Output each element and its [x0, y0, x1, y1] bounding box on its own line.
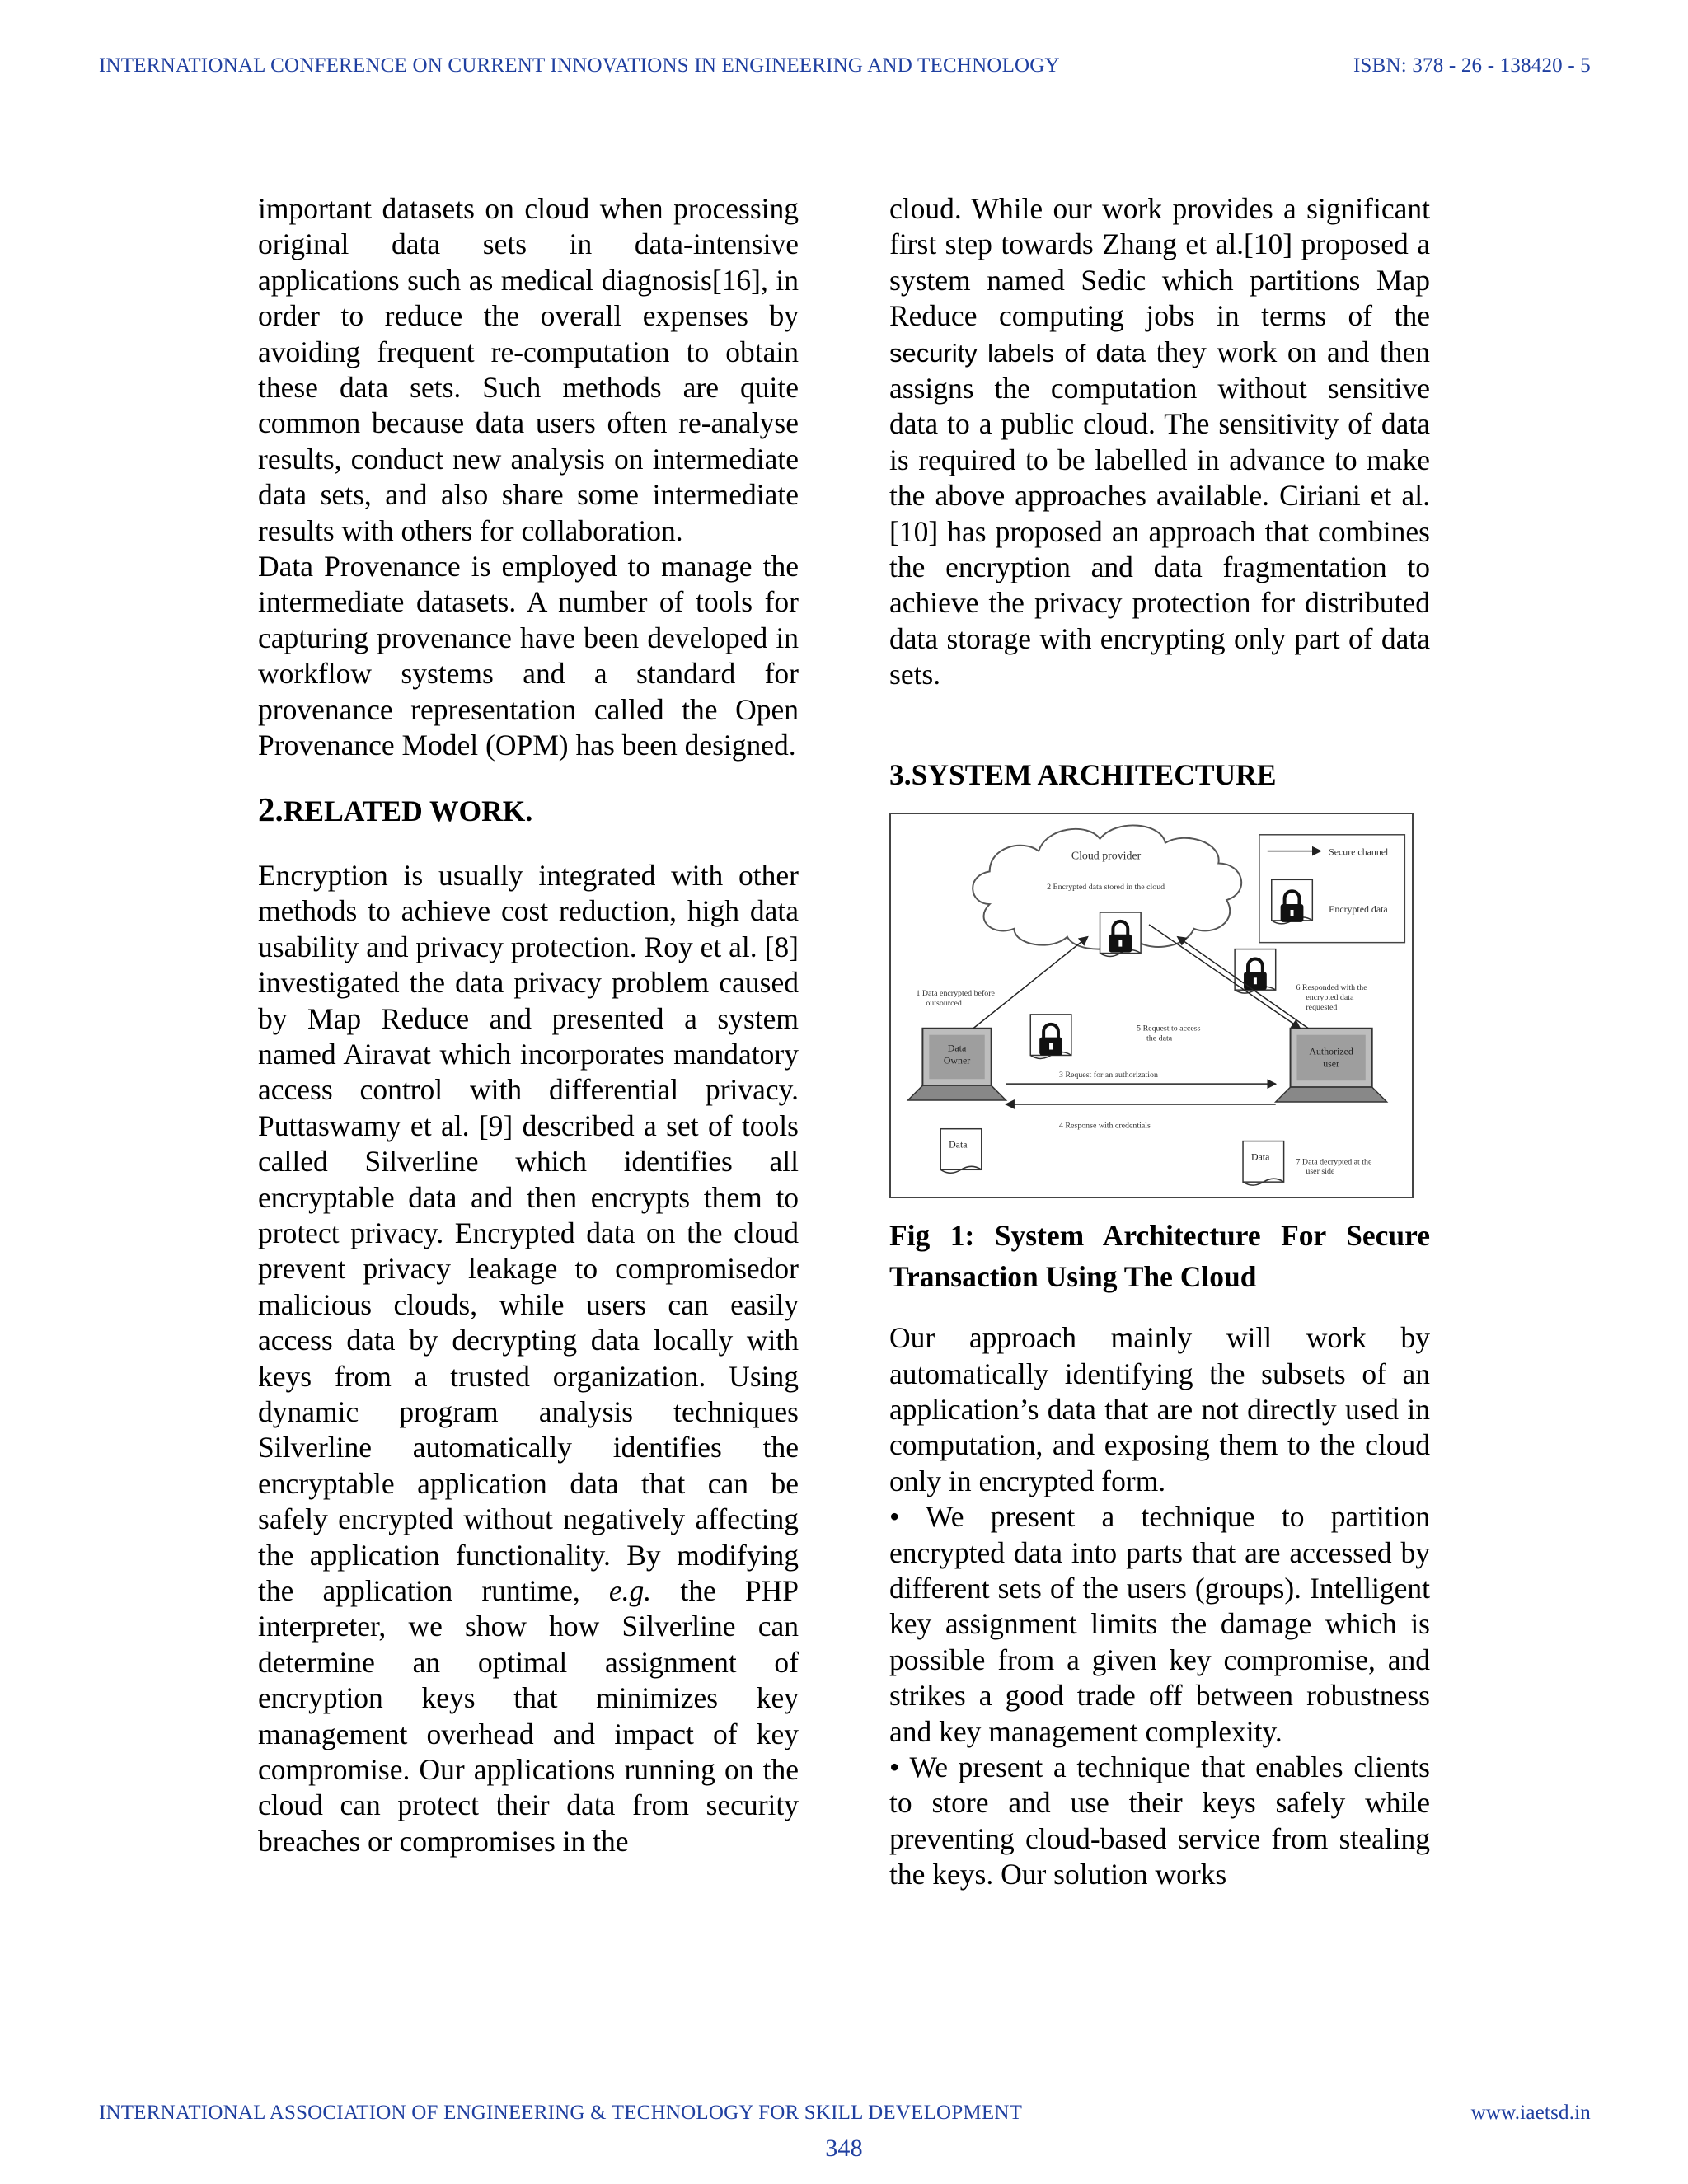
left-column [258, 191, 799, 1859]
step-7-label-line1: 7 Data decrypted at the [1296, 1157, 1372, 1167]
right-column [889, 191, 1430, 1893]
text-run: they work on and then assigns the computation without sensitive data to a public cloud. The sensitivity of data is required to be labelled in advance to make the above approaches available. Ciriani et al.[10] has proposed an approach that combines the encryption and data fragmentation to achieve the privacy protection for distributed data storage with encrypting only part of data sets. [889, 335, 1430, 691]
data-owner-document-icon [940, 1129, 982, 1174]
figure-caption: Fig 1: System Architecture For Secure Transaction Using The Cloud [889, 1219, 1430, 1294]
data-owner-document-label: Data [949, 1138, 968, 1151]
step-3-label: 3 Request for an authorization [1058, 1071, 1158, 1080]
paragraph-sedic [889, 191, 1430, 693]
step-6-label-line3: requested [1306, 1003, 1338, 1013]
spacer [889, 693, 1430, 757]
spacer [258, 764, 799, 792]
paragraph-datasets: important datasets on cloud when processing original data sets in data-intensive applications such as medical diagnosis[16], in order to reduce the overall expenses by avoiding frequent re-computation to obtain these data sets. Such methods are quite common because data users often re-analyse results, conduct new analysis on intermediate data sets, and also share some intermediate results with others for collaboration. [258, 192, 799, 547]
step-1-label-line1: 1 Data encrypted before [916, 989, 995, 999]
step-7-label-line2: user side [1306, 1167, 1335, 1177]
bullet-partition-technique: • We present a technique to partition encrypted data into parts that are accessed by different sets of the users (groups). Intelligent key assignment limits the damage which is possible from a given key compromise, and strikes a good trade off between robustness and key management complexity. [889, 1500, 1430, 1748]
spacer [258, 829, 799, 858]
legend-secure-channel: Secure channel [1329, 846, 1389, 858]
text-run: the PHP interpreter, we show how Silverline can determine an optimal assignment of encryption keys that minimizes key management overhead and impact of key compromise. Our applications running on the cloud can protect their data from security breaches or compromises in the [258, 1574, 799, 1858]
section-heading-related-work [258, 792, 799, 829]
section-number: 2. [258, 790, 284, 828]
section-heading-system-architecture: 3.SYSTEM ARCHITECTURE [889, 757, 1277, 791]
legend-encrypted-data: Encrypted data [1329, 903, 1388, 916]
decrypted-document-icon [1243, 1141, 1284, 1186]
step-2-label: 2 Encrypted data stored in the cloud [1047, 883, 1165, 893]
section-title: RELATED WORK. [283, 794, 533, 827]
text-run: Encryption is usually integrated with other methods to achieve cost reduction, high data usability and privacy protection. Roy et al. [8] investigated the data privacy problem caused by Map Reduce and presented a system named Airavat which incorporates mandatory access control with differential privacy. Puttaswamy et al. [9] described a set of tools called Silverline which identifies all encryptable data and then encrypts them to protect privacy. Encrypted data on the cloud prevent privacy leakage to compromisedor malicious clouds, while users can easily access data by decrypting data locally with keys from a trusted organization. Using dynamic program analysis techniques Silverline automatically identifies the encryptable application data that can be safely encrypted without negatively affecting the application functionality. By modifying the application runtime, [258, 858, 799, 1608]
paragraph-data-provenance: Data Provenance is employed to manage the intermediate datasets. A number of tools for capturing provenance have been developed in workflow systems and a standard for provenance representation called the Open Provenance Model (OPM) has been designed. [258, 550, 799, 762]
step-5-label-line1: 5 Request to access [1137, 1024, 1201, 1033]
authorized-user-label-line1: Authorized [1309, 1045, 1353, 1057]
text-run: cloud. While our work provides a significant first step towards Zhang et al.[10] proposed a system named Sedic which partitions Map Reduce computing jobs in terms of the [889, 192, 1430, 333]
data-owner-label-line1: Data [947, 1042, 967, 1054]
figure-system-architecture [889, 813, 1414, 1198]
running-footer-association: INTERNATIONAL ASSOCIATION OF ENGINEERING & TECHNOLOGY FOR SKILL DEVELOPMENT [99, 2102, 1023, 2124]
page-number: 348 [825, 2135, 863, 2162]
cloud-provider-label: Cloud provider [1071, 850, 1142, 863]
step-1-label-line2: outsourced [926, 999, 962, 1009]
emphasis-eg: e.g. [608, 1574, 652, 1608]
paragraph-our-approach: Our approach mainly will work by automatically identifying the subsets of an application’s data that are not directly used in computation, and exposing them to the cloud only in encrypted form. [889, 1321, 1430, 1497]
step-5-label-line2: the data [1146, 1033, 1173, 1043]
paragraph-encryption [258, 858, 799, 1859]
data-owner-label-line2: Owner [943, 1054, 971, 1066]
step-6-label-line1: 6 Responded with the [1296, 983, 1367, 993]
architecture-diagram [891, 814, 1412, 1197]
bullet-key-storage-technique: • We present a technique that enables clients to store and use their keys safely while preventing cloud-based service from stealing the keys. Our solution works [889, 1750, 1430, 1891]
step-4-label: 4 Response with credentials [1058, 1121, 1151, 1131]
running-footer-website[interactable]: www.iaetsd.in [1470, 2102, 1591, 2124]
spacer [889, 1297, 1430, 1320]
running-header-conference: INTERNATIONAL CONFERENCE ON CURRENT INNOVATIONS IN ENGINEERING AND TECHNOLOGY [99, 54, 1060, 77]
running-header-isbn: ISBN: 378 - 26 - 138420 - 5 [1353, 54, 1591, 77]
step-6-label-line2: encrypted data [1306, 993, 1354, 1003]
text-run-security-labels: security labels of data [889, 338, 1146, 368]
decrypted-document-label: Data [1250, 1151, 1270, 1163]
authorized-user-label-line2: user [1323, 1057, 1340, 1070]
